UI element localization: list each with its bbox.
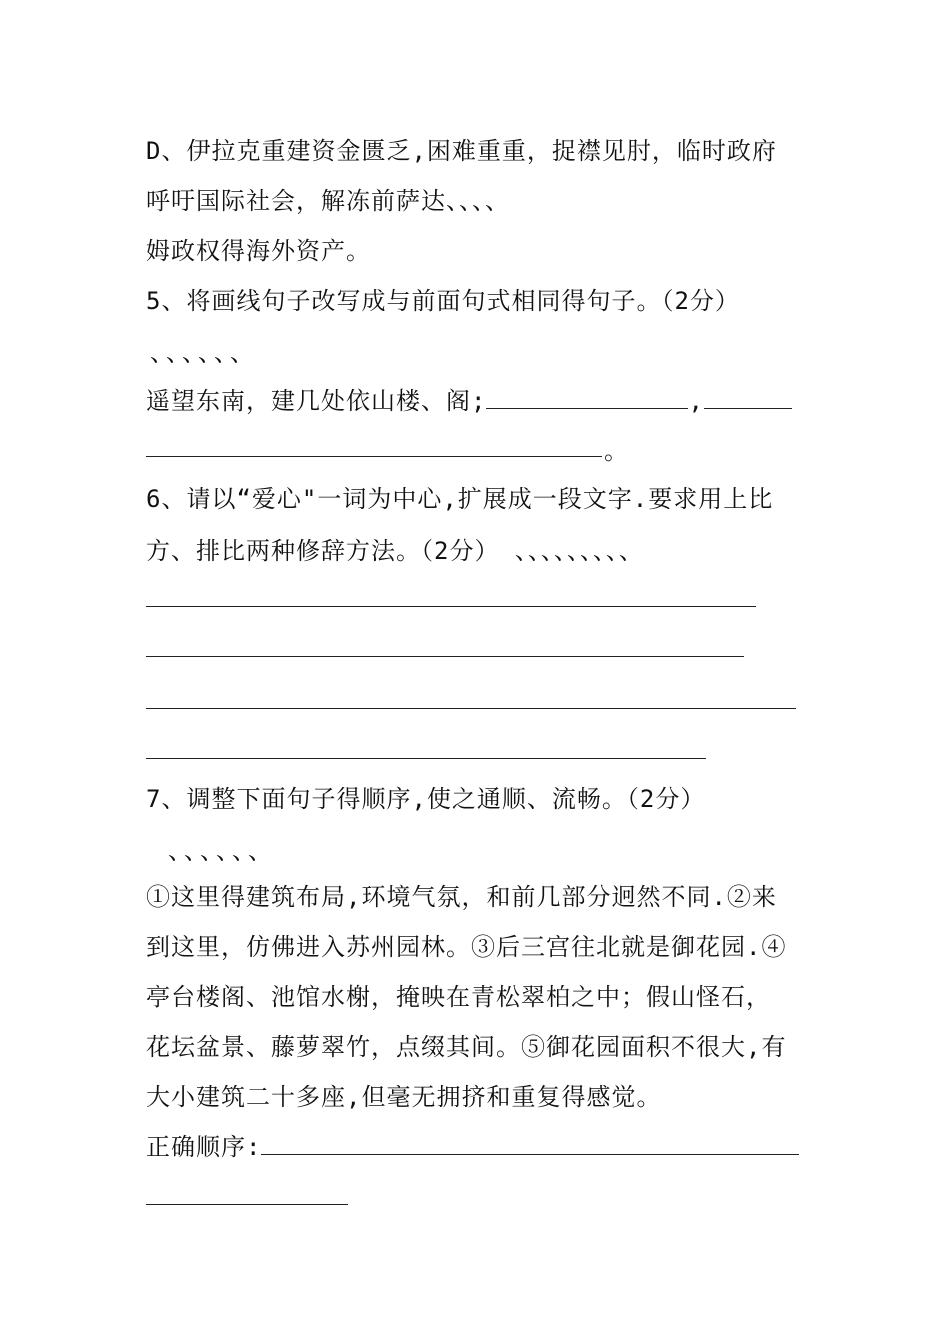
question-7-text-line-2: 到这里，仿佛进入苏州园林。③后三宫往北就是御花园.④ <box>146 933 787 961</box>
question-7-text-line-5: 大小建筑二十多座,但毫无拥挤和重复得感觉。 <box>146 1083 662 1111</box>
answer-line-6c[interactable] <box>146 708 796 709</box>
question-5-stem-text: 遥望东南，建几处依山楼、阁; <box>146 387 487 415</box>
question-5-end: 。 <box>604 437 629 465</box>
answer-blank-5c[interactable] <box>146 456 602 457</box>
answer-blank-7a[interactable] <box>261 1136 799 1155</box>
question-5-stem <box>146 386 792 416</box>
answer-line-6d[interactable] <box>146 758 706 759</box>
option-d-line-1: D、伊拉克重建资金匮乏,困难重重，捉襟见肘，临时政府 <box>146 137 777 165</box>
question-5-separator: , <box>688 387 704 415</box>
answer-blank-5a[interactable] <box>486 390 688 409</box>
question-7-text-line-1: ①这里得建筑布局,环境气氛，和前几部分迥然不同.②来 <box>146 883 777 911</box>
question-7-answer-label: 正确顺序: <box>146 1133 262 1161</box>
question-6-title-line-1: 6、请以“爱心"一词为中心,扩展成一段文字.要求用上比 <box>146 485 774 513</box>
question-6-title-line-2: 方、排比两种修辞方法。（2分） 、、、、、、、、、 <box>146 537 644 565</box>
question-7-title: 7、调整下面句子得顺序,使之通顺、流畅。（2分） <box>146 785 706 813</box>
question-7-answer <box>146 1132 799 1162</box>
answer-blank-5b[interactable] <box>704 390 792 409</box>
question-5-marks: 、、、、、、 <box>150 339 258 367</box>
question-7-marks: 、、、、、、 <box>168 837 276 865</box>
question-5-title: 5、将画线句子改写成与前面句式相同得句子。（2分） <box>146 287 740 315</box>
option-d-line-2: 呼吁国际社会，解冻前萨达、、、、 <box>146 187 510 215</box>
answer-line-6b[interactable] <box>146 656 744 657</box>
answer-blank-7b[interactable] <box>146 1204 348 1205</box>
question-7-text-line-4: 花坛盆景、藤萝翠竹，点缀其间。⑤御花园面积不很大,有 <box>146 1033 787 1061</box>
answer-line-6a[interactable] <box>146 606 756 607</box>
question-7-text-line-3: 亭台楼阁、池馆水榭，掩映在青松翠柏之中；假山怪石， <box>146 983 771 1011</box>
option-d-line-3: 姆政权得海外资产。 <box>146 237 371 265</box>
